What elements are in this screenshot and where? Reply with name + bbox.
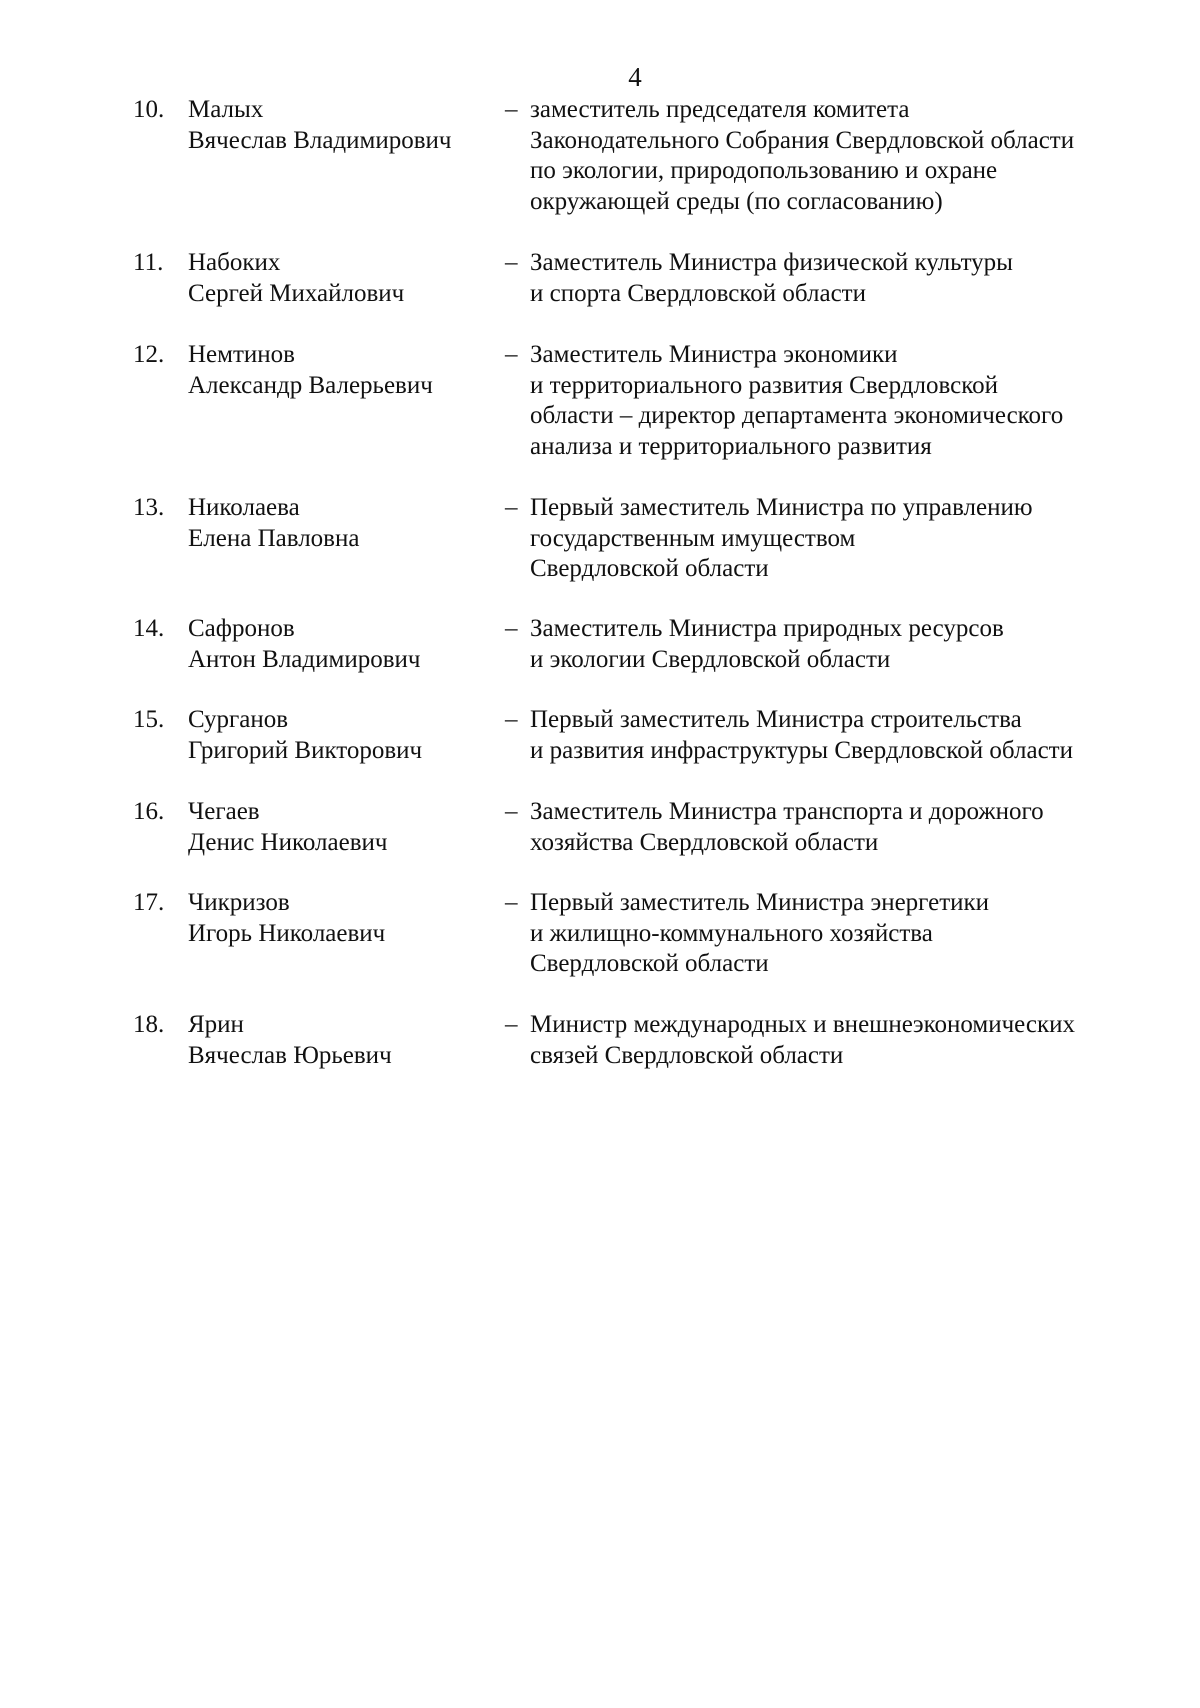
- entry-number: 16.: [133, 798, 165, 825]
- surname: Набоких: [188, 249, 281, 276]
- description-line: и жилищно-коммунального хозяйства: [530, 919, 933, 947]
- description-line: окружающей среды (по согласованию): [530, 187, 943, 215]
- description-line: и экологии Свердловской области: [530, 645, 891, 673]
- description-line: Законодательного Собрания Свердловской области: [530, 126, 1075, 154]
- person-name: [188, 614, 488, 675]
- dash-separator: –: [505, 1011, 518, 1038]
- position-description: [530, 95, 1130, 217]
- description-line: Первый заместитель Министра строительства: [530, 706, 1022, 733]
- description-line: и развития инфраструктуры Свердловской области: [530, 736, 1073, 764]
- person-name: [188, 797, 488, 858]
- person-name: [188, 340, 488, 401]
- description-line: заместитель председателя комитета: [530, 96, 910, 123]
- position-description: [530, 248, 1130, 309]
- description-line: области – директор департамента экономического: [530, 402, 1064, 429]
- position-description: [530, 888, 1130, 980]
- description-line: Министр международных и внешнеэкономических: [530, 1011, 1076, 1038]
- position-description: [530, 493, 1130, 585]
- description-line: анализа и территориального развития: [530, 432, 932, 460]
- description-line: Заместитель Министра транспорта и дорожного: [530, 798, 1044, 825]
- surname: Малых: [188, 96, 264, 123]
- entry-number: 11.: [133, 249, 164, 276]
- given-names: Александр Валерьевич: [188, 371, 433, 399]
- given-names: Григорий Викторович: [188, 736, 423, 764]
- person-name: [188, 1010, 488, 1071]
- entry-number: 10.: [133, 96, 165, 123]
- description-line: связей Свердловской области: [530, 1041, 844, 1069]
- position-description: [530, 1010, 1130, 1071]
- description-line: по экологии, природопользованию и охране: [530, 157, 998, 184]
- description-line: Свердловской области: [530, 950, 769, 977]
- dash-separator: –: [505, 494, 518, 521]
- given-names: Сергей Михайлович: [188, 279, 405, 307]
- description-line: Заместитель Министра физической культуры: [530, 249, 1013, 276]
- description-line: государственным имуществом: [530, 524, 856, 552]
- surname: Ярин: [188, 1011, 244, 1038]
- given-names: Антон Владимирович: [188, 645, 421, 673]
- person-name: [188, 888, 488, 949]
- description-line: Первый заместитель Министра энергетики: [530, 889, 990, 916]
- surname: Сафронов: [188, 615, 295, 642]
- description-line: Заместитель Министра экономики: [530, 341, 898, 368]
- position-description: [530, 340, 1130, 462]
- person-name: [188, 493, 488, 554]
- surname: Сурганов: [188, 706, 289, 733]
- page-number: 4: [628, 62, 642, 92]
- entry-number: 15.: [133, 706, 165, 733]
- given-names: Вячеслав Владимирович: [188, 126, 452, 154]
- entry-number: 13.: [133, 494, 165, 521]
- surname: Немтинов: [188, 341, 295, 368]
- position-description: [530, 705, 1130, 766]
- person-name: [188, 248, 488, 309]
- description-line: и территориального развития Свердловской: [530, 371, 998, 399]
- description-line: Заместитель Министра природных ресурсов: [530, 615, 1004, 642]
- position-description: [530, 797, 1130, 858]
- dash-separator: –: [505, 341, 518, 368]
- given-names: Игорь Николаевич: [188, 919, 386, 947]
- dash-separator: –: [505, 889, 518, 916]
- given-names: Елена Павловна: [188, 524, 360, 552]
- entry-number: 14.: [133, 615, 165, 642]
- dash-separator: –: [505, 706, 518, 733]
- description-line: и спорта Свердловской области: [530, 279, 866, 307]
- person-name: [188, 705, 488, 766]
- dash-separator: –: [505, 615, 518, 642]
- surname: Чегаев: [188, 798, 260, 825]
- dash-separator: –: [505, 798, 518, 825]
- description-line: хозяйства Свердловской области: [530, 828, 879, 856]
- given-names: Вячеслав Юрьевич: [188, 1041, 392, 1069]
- surname: Николаева: [188, 494, 300, 521]
- description-line: Свердловской области: [530, 555, 769, 582]
- position-description: [530, 614, 1130, 675]
- surname: Чикризов: [188, 889, 290, 916]
- given-names: Денис Николаевич: [188, 828, 388, 856]
- entry-number: 18.: [133, 1011, 165, 1038]
- entry-number: 17.: [133, 889, 165, 916]
- person-name: [188, 95, 488, 156]
- description-line: Первый заместитель Министра по управлению: [530, 494, 1033, 521]
- dash-separator: –: [505, 249, 518, 276]
- dash-separator: –: [505, 96, 518, 123]
- entry-number: 12.: [133, 341, 165, 368]
